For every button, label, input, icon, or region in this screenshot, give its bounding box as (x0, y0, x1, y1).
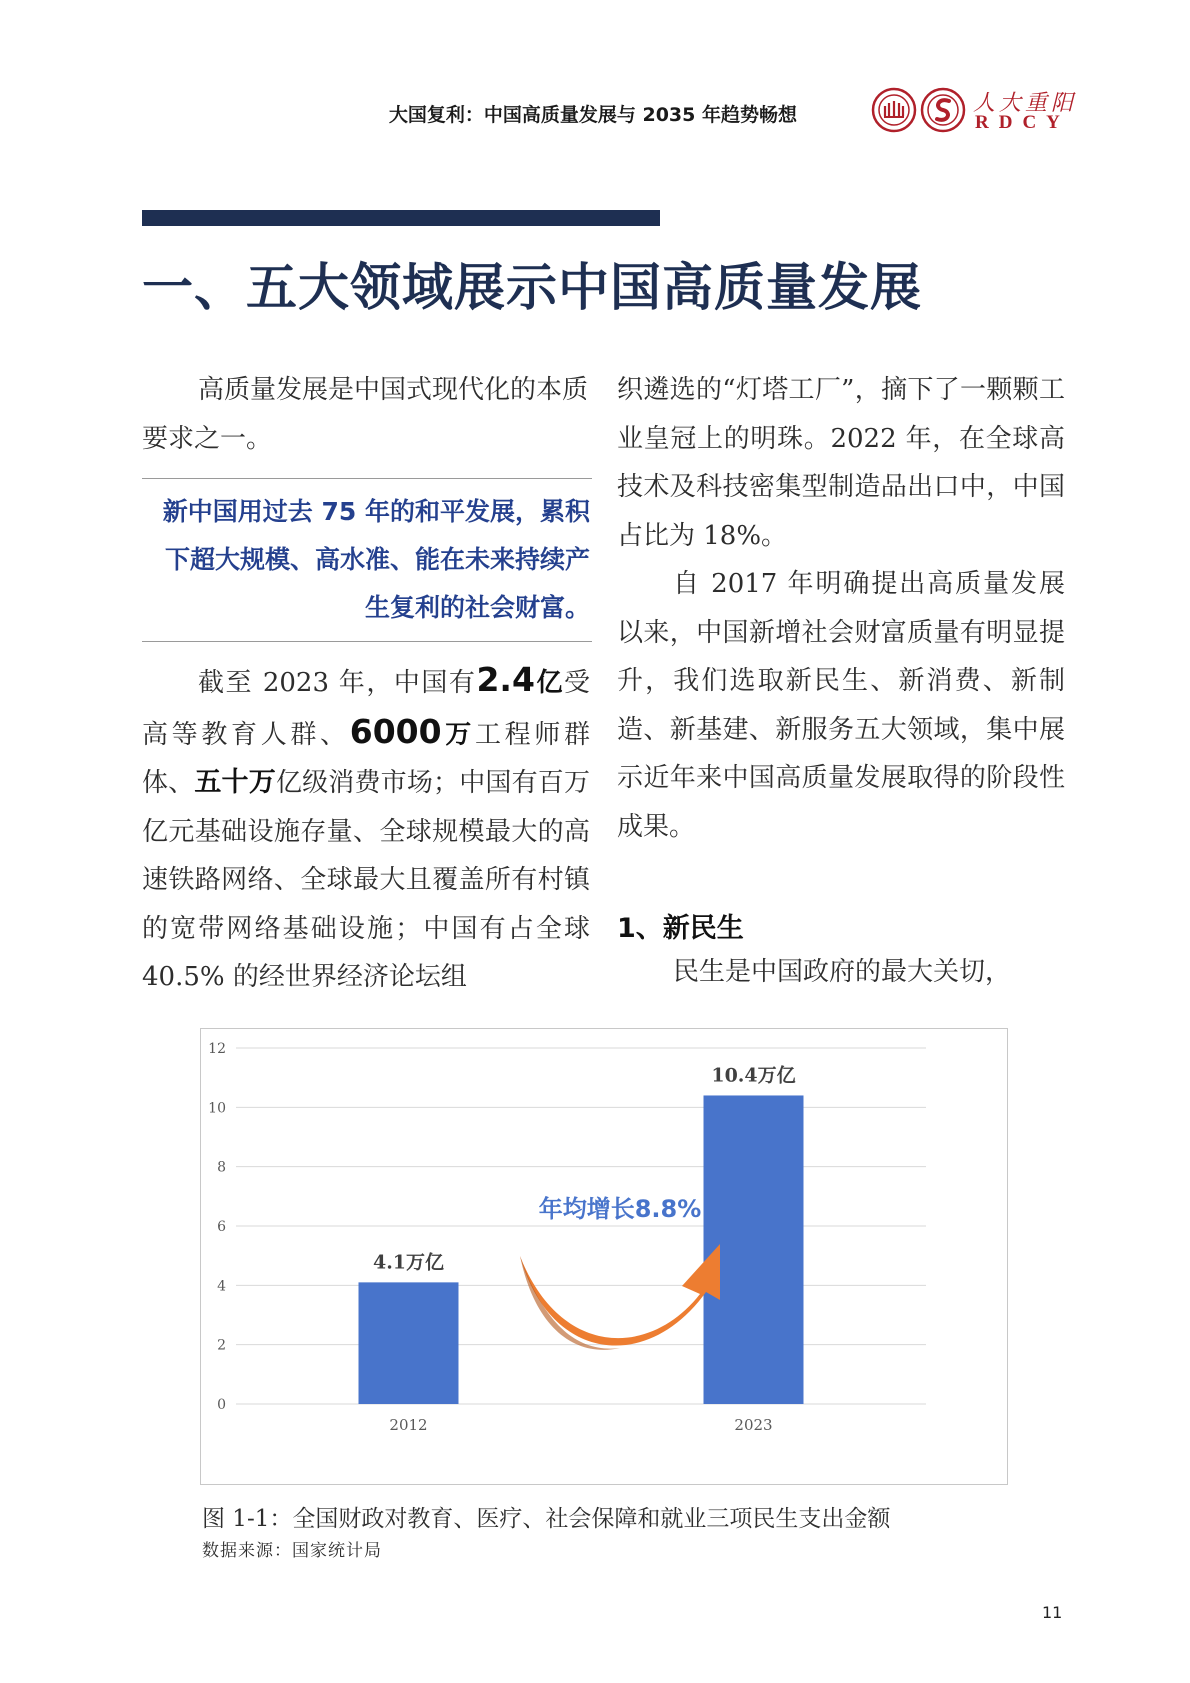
data-label-2012: 4.1万亿 (372, 1251, 445, 1274)
section-title: 一、五大领域展示中国高质量发展 (142, 259, 923, 318)
figure-caption: 图 1-1：全国财政对教育、医疗、社会保障和就业三项民生支出金额 (202, 1506, 891, 1532)
figure-source: 数据来源：国家统计局 (202, 1541, 382, 1561)
x-tick-label-2023: 2023 (734, 1416, 773, 1434)
growth-annotation: 年均增长8.8% (538, 1195, 702, 1223)
intro-paragraph: 高质量发展是中国式现代化的本质要求之一。 (142, 375, 589, 454)
left-column-intro (142, 366, 590, 463)
y-tick-label: 10 (208, 1100, 226, 1117)
stat-number-market: 五十万 (194, 767, 276, 798)
right-column-tail (617, 948, 1065, 997)
running-header-title: 大国复利：中国高质量发展与 2035 年趋势畅想 (388, 104, 797, 126)
y-tick-label: 6 (217, 1219, 226, 1235)
right-column-body (617, 366, 1065, 851)
y-tick-label: 0 (217, 1397, 226, 1413)
data-label-2023: 10.4万亿 (711, 1064, 796, 1087)
stat-text-4: 亿级消费市场；中国有百万亿元基础设施存量、全球规模最大的高速铁路网络、全球最大且覆盖所有村镇的宽带网络基础设施；中国有占全球 40.5% 的经世界经济论坛组 (142, 768, 590, 992)
institute-seal-icon (922, 89, 964, 131)
lighthouse-paragraph: 织遴选的“灯塔工厂”，摘下了一颗颗工业皇冠上的明珠。2022 年，在全球高技术及科技密集型制造品出口中，中国占比为 18%。 (617, 375, 1065, 551)
statistics-paragraph (142, 656, 590, 1002)
bar-chart (200, 1028, 1006, 1483)
subsection-heading: 1、新民生 (617, 913, 744, 944)
page-number: 11 (1042, 1603, 1063, 1622)
x-tick-label-2012: 2012 (389, 1416, 428, 1434)
quote-bottom-rule (142, 641, 592, 642)
logo-english-text: RDCY (975, 112, 1070, 133)
university-seal-icon (873, 89, 915, 131)
y-tick-label: 8 (217, 1159, 226, 1176)
high-quality-paragraph: 自 2017 年明确提出高质量发展以来，中国新增社会财富质量有明显提升，我们选取新民生、新消费、新制造、新基建、新服务五大领域，集中展示近年来中国高质量发展取得的阶段性成果。 (617, 569, 1065, 842)
livelihood-paragraph: 民生是中国政府的最大关切， (673, 957, 1012, 987)
y-tick-label: 4 (217, 1278, 226, 1295)
growth-arrow-icon (520, 1244, 720, 1350)
bar-2012 (359, 1282, 459, 1404)
stat-text-2: 受高等教育人群、 (142, 668, 590, 750)
stat-text-3: 工程师群体、 (142, 719, 590, 798)
stat-unit-yi: 亿 (534, 668, 564, 698)
stat-number-graduates: 2.4 (476, 660, 535, 699)
quote-top-rule (142, 478, 592, 479)
stat-number-engineers: 6000 (349, 711, 442, 751)
left-column-body (142, 656, 590, 1002)
logo-chinese-text: 人大重阳 (973, 91, 1078, 116)
stat-unit-wan: 万 (441, 719, 475, 750)
section-heading-bar (142, 210, 660, 226)
stat-text-1: 截至 2023 年，中国有 (198, 668, 477, 698)
y-tick-label: 12 (208, 1041, 226, 1057)
y-tick-label: 2 (217, 1337, 226, 1354)
pull-quote: 新中国用过去 75 年的和平发展，累积下超大规模、高水准、能在未来持续产生复利的社会财富。 (162, 497, 590, 622)
logo-emblems (870, 86, 970, 134)
